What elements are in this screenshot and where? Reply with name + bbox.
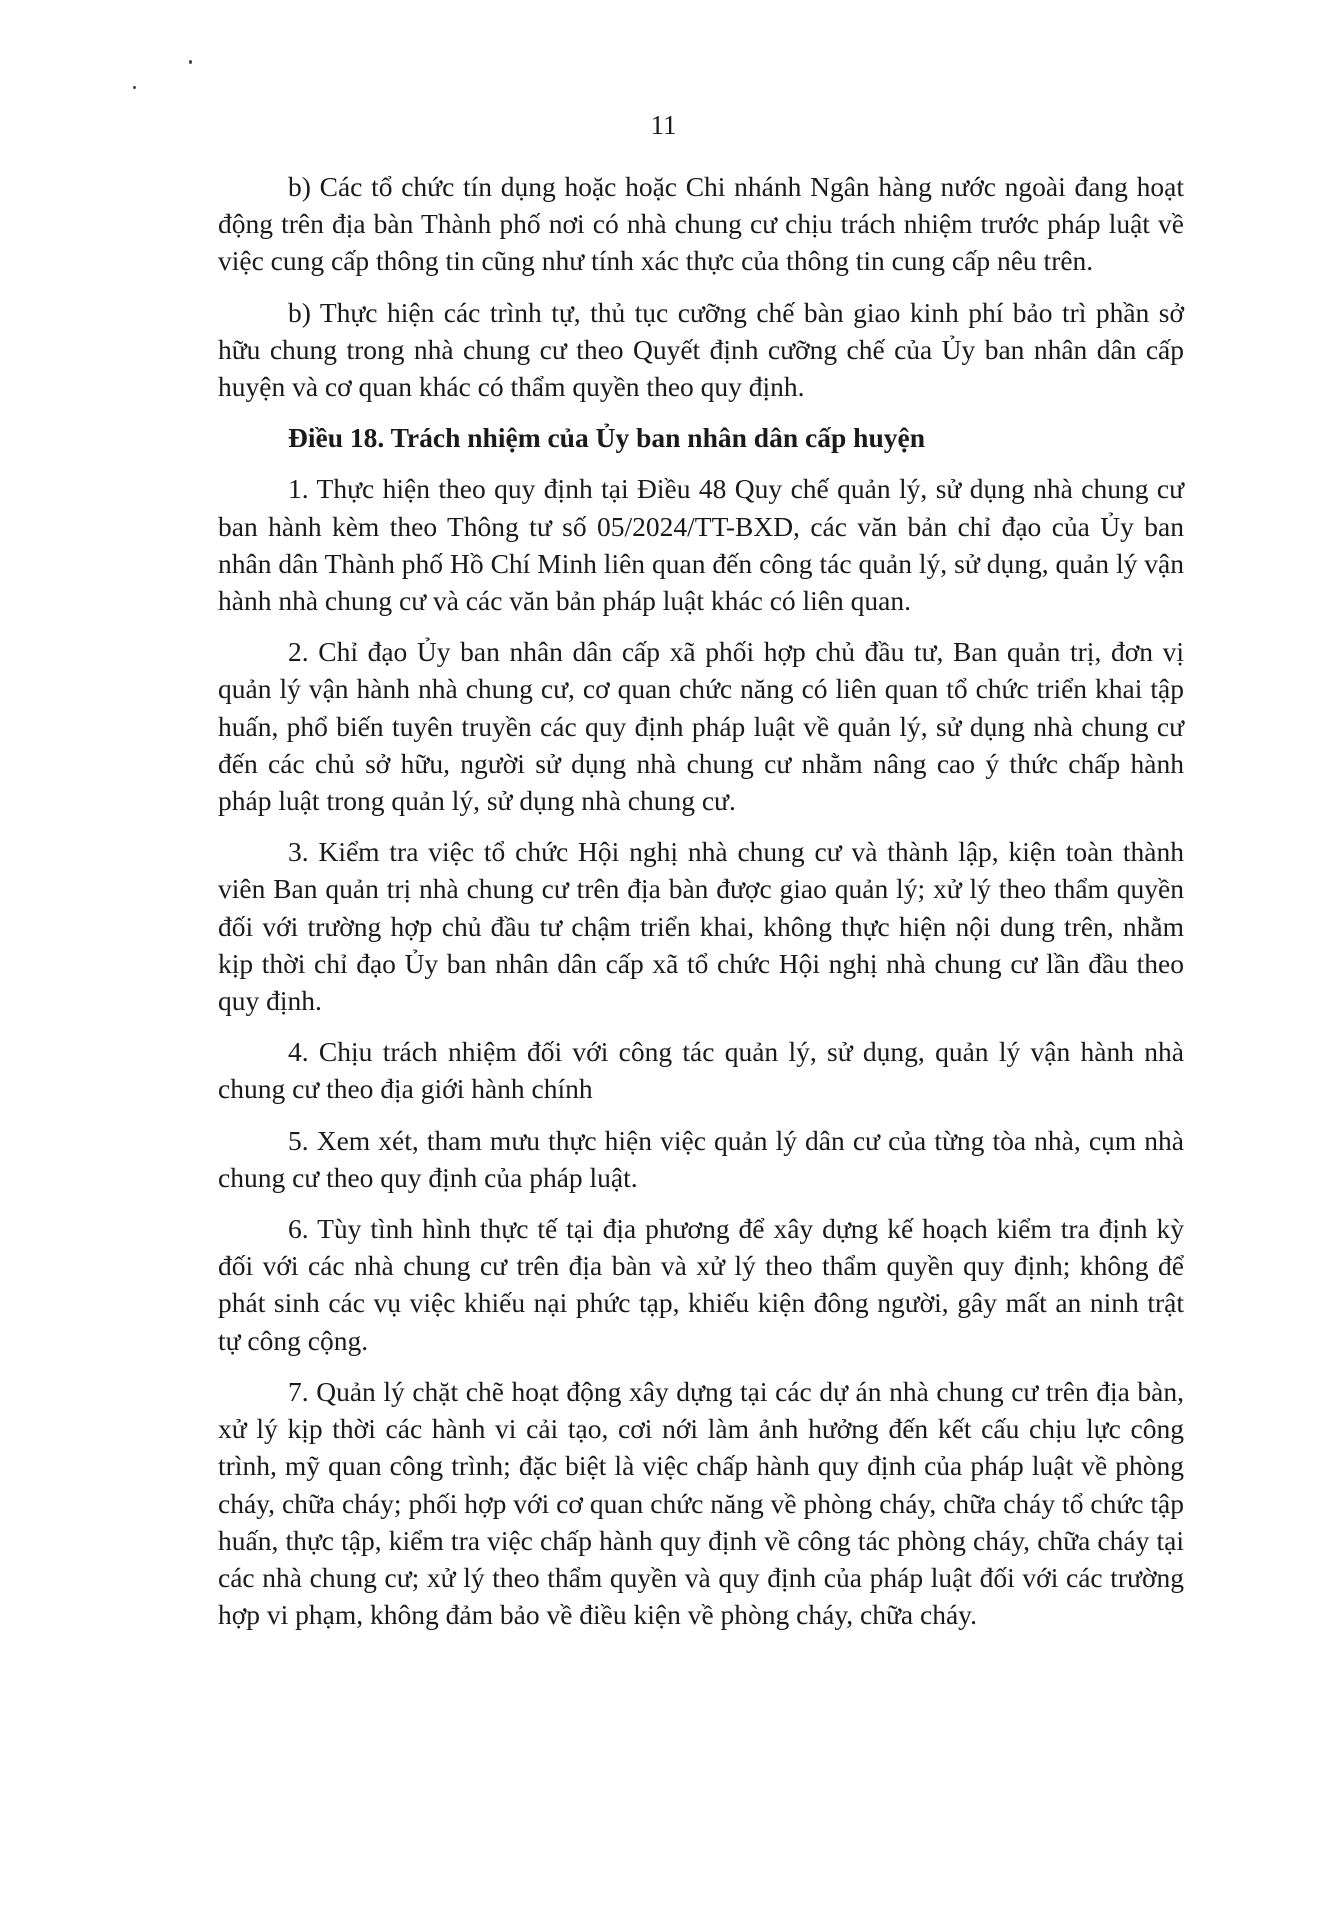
paragraph-6: 6. Tùy tình hình thực tế tại địa phương để xây dựng kế hoạch kiểm tra định kỳ đối với các nhà chung cư trên địa bàn và xử lý theo thẩm quyền quy định; không để phát sinh các vụ việc khiếu nại phức tạp, khiếu kiện đông người, gây mất an ninh trật tự công cộng. [218, 1213, 1184, 1356]
page-number: 11 [650, 110, 677, 140]
paragraph-2: 2. Chỉ đạo Ủy ban nhân dân cấp xã phối hợp chủ đầu tư, Ban quản trị, đơn vị quản lý vận hành nhà chung cư, cơ quan chức năng có liên quan tổ chức triển khai tập huấn, phổ biến tuyên truyền các quy định pháp luật về quản lý, sử dụng nhà chung cư đến các chủ sở hữu, người sử dụng nhà chung cư nhằm nâng cao ý thức chấp hành pháp luật trong quản lý, sử dụng nhà chung cư. [218, 636, 1184, 817]
paragraph-b-credit-institutions: b) Các tổ chức tín dụng hoặc hoặc Chi nhánh Ngân hàng nước ngoài đang hoạt động trên địa bàn Thành phố nơi có nhà chung cư chịu trách nhiệm trước pháp luật về việc cung cấp thông tin cũng như tính xác thực của thông tin cung cấp nêu trên. [218, 171, 1184, 277]
paragraph-5: 5. Xem xét, tham mưu thực hiện việc quản lý dân cư của từng tòa nhà, cụm nhà chung cư theo quy định của pháp luật. [218, 1124, 1184, 1193]
scan-speck [133, 86, 136, 89]
article-18-heading: Điều 18. Trách nhiệm của Ủy ban nhân dân cấp huyện [288, 422, 925, 454]
paragraph-7: 7. Quản lý chặt chẽ hoạt động xây dựng tại các dự án nhà chung cư trên địa bàn, xử lý kịp thời các hành vi cải tạo, cơi nới làm ảnh hưởng đến kết cấu chịu lực công trình, mỹ quan công trình; đặc biệt là việc chấp hành quy định của pháp luật về phòng cháy, chữa cháy; phối hợp với cơ quan chức năng về phòng cháy, chữa cháy tổ chức tập huấn, thực tập, kiểm tra việc chấp hành quy định về công tác phòng cháy, chữa cháy tại các nhà chung cư; xử lý theo thẩm quyền và quy định của pháp luật đối với các trường hợp vi phạm, không đảm bảo về điều kiện về phòng cháy, chữa cháy. [218, 1375, 1184, 1631]
paragraph-3: 3. Kiểm tra việc tổ chức Hội nghị nhà chung cư và thành lập, kiện toàn thành viên Ban quản trị nhà chung cư trên địa bàn được giao quản lý; xử lý theo thẩm quyền đối với trường hợp chủ đầu tư chậm triển khai, không thực hiện nội dung trên, nhằm kịp thời chỉ đạo Ủy ban nhân dân cấp xã tổ chức Hội nghị nhà chung cư lần đầu theo quy định. [218, 836, 1184, 1017]
paragraph-b-enforcement-procedures: b) Thực hiện các trình tự, thủ tục cưỡng chế bàn giao kinh phí bảo trì phần sở hữu chung trong nhà chung cư theo Quyết định cưỡng chế của Ủy ban nhân dân cấp huyện và cơ quan khác có thẩm quyền theo quy định. [218, 296, 1184, 403]
paragraph-4: 4. Chịu trách nhiệm đối với công tác quản lý, sử dụng, quản lý vận hành nhà chung cư theo địa giới hành chính [218, 1036, 1184, 1105]
paragraph-1: 1. Thực hiện theo quy định tại Điều 48 Quy chế quản lý, sử dụng nhà chung cư ban hành kèm theo Thông tư số 05/2024/TT-BXD, các văn bản chỉ đạo của Ủy ban nhân dân Thành phố Hồ Chí Minh liên quan đến công tác quản lý, sử dụng, quản lý vận hành nhà chung cư và các văn bản pháp luật khác có liên quan. [218, 473, 1184, 617]
scan-speck [189, 60, 192, 64]
document-body [218, 168, 1184, 1647]
